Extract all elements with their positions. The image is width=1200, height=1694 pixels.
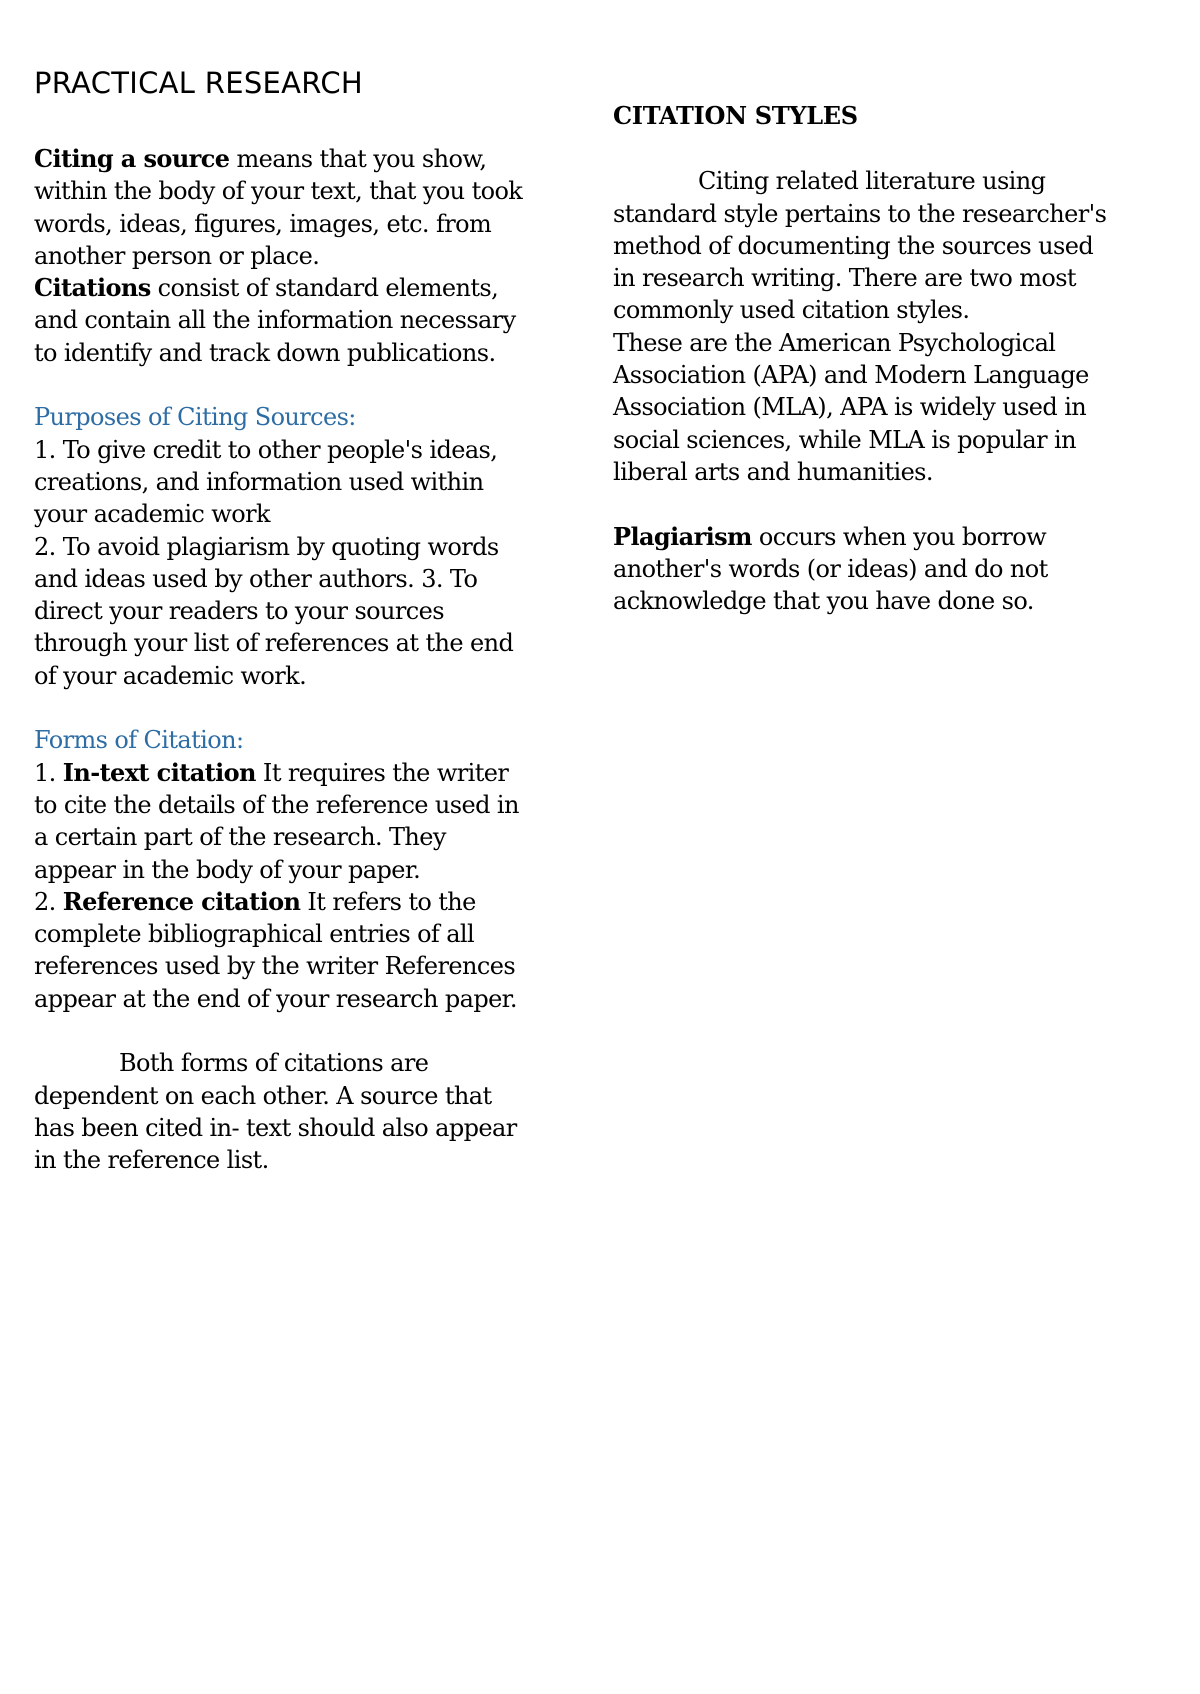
in-text-citation-term: In-text citation	[62, 757, 256, 787]
form-item-1-text: It requires the writer to cite the details of the reference used in a certain part of the research. They appear in the body of your paper.	[34, 758, 519, 884]
citation-styles-paragraph-2: These are the American Psychological Association (APA) and Modern Language Association (MLA), APA is widely used in social sciences, while MLA is popular in liberal arts and humanities.	[613, 328, 1089, 486]
citing-source-paragraph	[34, 143, 534, 272]
left-column	[34, 143, 534, 1177]
citing-source-text: means that you show, within the body of your text, that you took words, ideas, figures, images, etc. from another person or place.	[34, 145, 523, 270]
plagiarism-text: occurs when you borrow another's words (or ideas) and do not acknowledge that you have done so.	[613, 522, 1048, 616]
purposes-heading: Purposes of Citing Sources:	[34, 403, 356, 432]
form-item-2-number: 2.	[34, 887, 63, 916]
citation-styles-paragraph-1: Citing related literature using standard style pertains to the researcher's method of documenting the sources used in research writing. There are two most commonly used citation styles.	[613, 167, 1107, 325]
plagiarism-paragraph	[613, 521, 1113, 618]
purpose-item-2: 2. To avoid plagiarism by quoting words and ideas used by other authors. 3. To direct your readers to your sources through your list of references at the end of your academic work.	[34, 532, 514, 690]
form-item-1-number: 1.	[34, 758, 63, 787]
citations-text: consist of standard elements, and contain all the information necessary to identify and track down publications.	[34, 274, 516, 367]
citation-styles-heading: CITATION STYLES	[613, 101, 858, 130]
reference-citation-term: Reference citation	[62, 886, 301, 916]
purpose-item-1: 1. To give credit to other people's ideas, creations, and information used within your academic work	[34, 435, 498, 529]
closing-paragraph: Both forms of citations are dependent on each other. A source that has been cited in- text should also appear in the reference list.	[34, 1049, 517, 1175]
page-title: PRACTICAL RESEARCH	[34, 66, 363, 100]
forms-heading: Forms of Citation:	[34, 726, 244, 755]
form-item-2-text: It refers to the complete bibliographical entries of all references used by the writer References appear at the end of your research paper.	[34, 887, 517, 1013]
plagiarism-term: Plagiarism	[613, 521, 752, 551]
citations-term: Citations	[34, 273, 151, 303]
citing-source-term: Citing a source	[34, 144, 230, 173]
form-item-2	[34, 886, 534, 1015]
citations-paragraph	[34, 272, 534, 369]
right-column	[613, 100, 1113, 617]
form-item-1	[34, 757, 534, 886]
